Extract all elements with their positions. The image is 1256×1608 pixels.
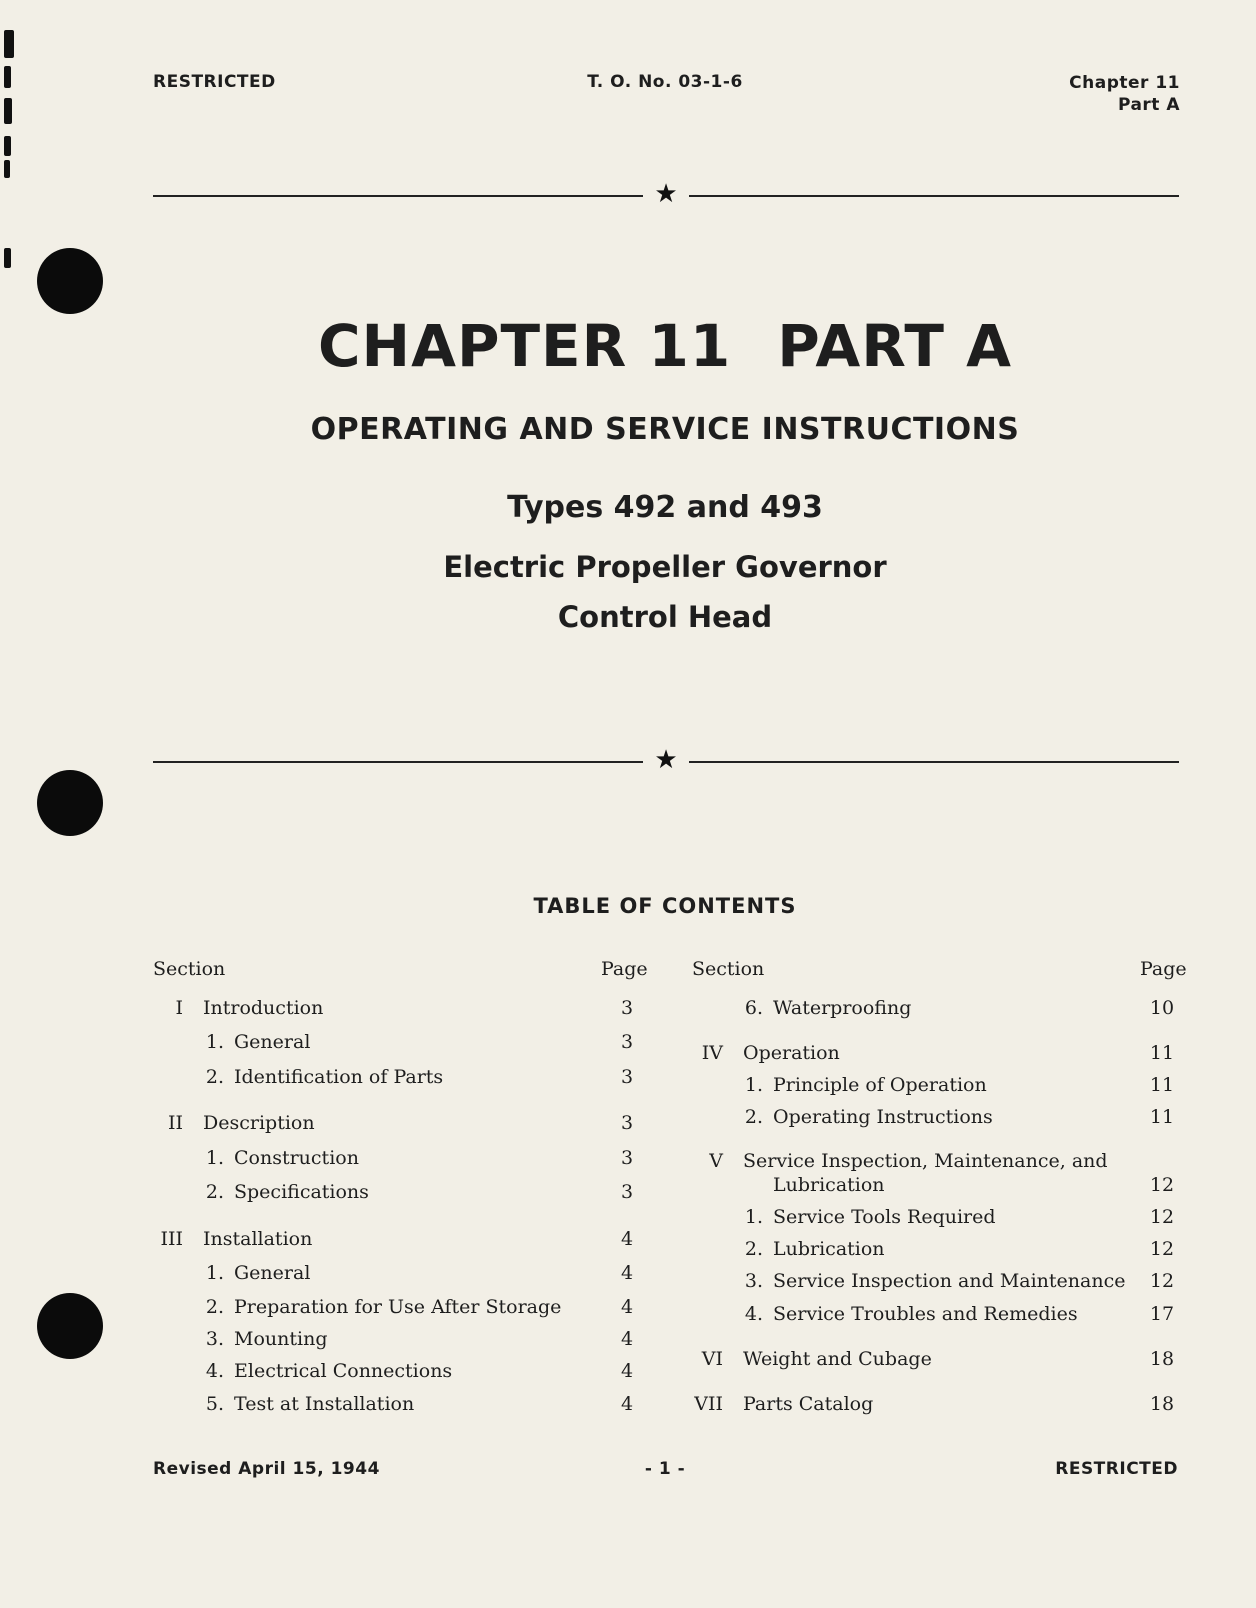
chapter-title [0, 312, 1256, 380]
toc-page: 4 [620, 1296, 634, 1318]
toc-entry: Installation [203, 1228, 313, 1250]
toc-page: 3 [620, 1031, 634, 1053]
toc-heading: TABLE OF CONTENTS [533, 894, 797, 918]
toc-page: 4 [620, 1360, 634, 1382]
toc-section-number: VII [694, 1393, 723, 1415]
toc-page: 3 [620, 1112, 634, 1134]
toc-section-number: I [175, 997, 183, 1019]
toc-subsection-number: 6. [744, 997, 763, 1019]
footer-revision-date: Revised April 15, 1944 [153, 1459, 380, 1479]
toc-page: 11 [1149, 1106, 1175, 1128]
toc-entry: Parts Catalog [743, 1393, 874, 1415]
toc-section-number: V [709, 1150, 723, 1172]
toc-entry: Preparation for Use After Storage [234, 1296, 562, 1318]
toc-page: 18 [1149, 1393, 1175, 1415]
toc-subsection-number: 1. [205, 1031, 224, 1053]
toc-subsection-number: 1. [744, 1074, 763, 1096]
toc-entry: Service Troubles and Remedies [773, 1303, 1078, 1325]
toc-entry: General [234, 1262, 311, 1284]
toc-entry: Service Inspection, Maintenance, and [743, 1150, 1108, 1172]
edge-mark [4, 98, 12, 124]
toc-section-number: VI [701, 1348, 723, 1370]
toc-page: 4 [620, 1393, 634, 1415]
toc-page: 4 [620, 1328, 634, 1350]
edge-mark [4, 248, 11, 268]
toc-page: 12 [1149, 1206, 1175, 1228]
toc-page: 3 [620, 1181, 634, 1203]
product-name-line2: Control Head [557, 600, 773, 634]
toc-section-number: II [167, 1112, 183, 1134]
header-document-number: T. O. No. 03-1-6 [587, 72, 743, 92]
toc-entry: Lubrication [773, 1174, 885, 1196]
toc-page: 3 [620, 1147, 634, 1169]
toc-page: 3 [620, 1066, 634, 1088]
toc-subsection-number: 2. [205, 1066, 224, 1088]
toc-section-number: IV [701, 1042, 723, 1064]
product-name-line1: Electric Propeller Governor [443, 550, 887, 584]
toc-page: 11 [1149, 1042, 1175, 1064]
toc-entry: Identification of Parts [234, 1066, 444, 1088]
chapter-number: CHAPTER 11 [317, 312, 732, 380]
toc-page: 11 [1149, 1074, 1175, 1096]
toc-page: 12 [1149, 1270, 1175, 1292]
toc-page: 12 [1149, 1238, 1175, 1260]
toc-page: 12 [1149, 1174, 1175, 1196]
punch-hole [37, 248, 103, 314]
toc-subsection-number: 2. [744, 1238, 763, 1260]
toc-entry: Operation [743, 1042, 840, 1064]
toc-right-page-label: Page [1140, 958, 1187, 980]
toc-subsection-number: 4. [744, 1303, 763, 1325]
toc-subsection-number: 4. [205, 1360, 224, 1382]
toc-entry: Description [203, 1112, 315, 1134]
toc-entry: Electrical Connections [234, 1360, 453, 1382]
toc-entry: Mounting [234, 1328, 328, 1350]
toc-subsection-number: 3. [744, 1270, 763, 1292]
toc-entry: Principle of Operation [773, 1074, 987, 1096]
toc-subsection-number: 2. [205, 1296, 224, 1318]
edge-mark [4, 136, 11, 156]
subtitle: OPERATING AND SERVICE INSTRUCTIONS [310, 412, 1020, 447]
header-chapter [1069, 72, 1180, 116]
toc-subsection-number: 2. [744, 1106, 763, 1128]
star-rule [153, 179, 1179, 209]
toc-page: 3 [620, 997, 634, 1019]
toc-entry: Service Tools Required [773, 1206, 996, 1228]
toc-page: 18 [1149, 1348, 1175, 1370]
header-classification: RESTRICTED [153, 72, 276, 92]
edge-mark [4, 30, 14, 58]
star-rule [153, 745, 1179, 775]
toc-entry: Waterproofing [773, 997, 912, 1019]
toc-entry: Weight and Cubage [743, 1348, 932, 1370]
footer-classification: RESTRICTED [1055, 1459, 1178, 1479]
toc-subsection-number: 5. [205, 1393, 224, 1415]
toc-section-number: III [160, 1228, 183, 1250]
footer-page-number: - 1 - [644, 1459, 686, 1479]
edge-mark [4, 160, 10, 178]
toc-entry: Service Inspection and Maintenance [773, 1270, 1126, 1292]
part-label: PART A [777, 312, 1013, 380]
toc-entry: Lubrication [773, 1238, 885, 1260]
toc-entry: Operating Instructions [773, 1106, 993, 1128]
toc-page: 4 [620, 1228, 634, 1250]
punch-hole [37, 770, 103, 836]
types-heading: Types 492 and 493 [507, 490, 823, 525]
toc-entry: Construction [234, 1147, 359, 1169]
toc-left-section-label: Section [153, 958, 226, 980]
star-icon: ★ [654, 745, 678, 775]
header-part-line: Part A [1117, 95, 1180, 115]
toc-subsection-number: 1. [205, 1262, 224, 1284]
toc-entry: Introduction [203, 997, 324, 1019]
toc-page: 4 [620, 1262, 634, 1284]
header-chapter-line: Chapter 11 [1069, 73, 1180, 93]
toc-subsection-number: 1. [744, 1206, 763, 1228]
toc-right-section-label: Section [692, 958, 765, 980]
toc-entry: General [234, 1031, 311, 1053]
toc-left-page-label: Page [601, 958, 648, 980]
toc-entry: Test at Installation [234, 1393, 415, 1415]
toc-subsection-number: 1. [205, 1147, 224, 1169]
star-icon: ★ [654, 179, 678, 209]
toc-entry: Specifications [234, 1181, 369, 1203]
toc-subsection-number: 3. [205, 1328, 224, 1350]
toc-page: 10 [1149, 997, 1175, 1019]
toc-page: 17 [1149, 1303, 1175, 1325]
punch-hole [37, 1293, 103, 1359]
toc-subsection-number: 2. [205, 1181, 224, 1203]
